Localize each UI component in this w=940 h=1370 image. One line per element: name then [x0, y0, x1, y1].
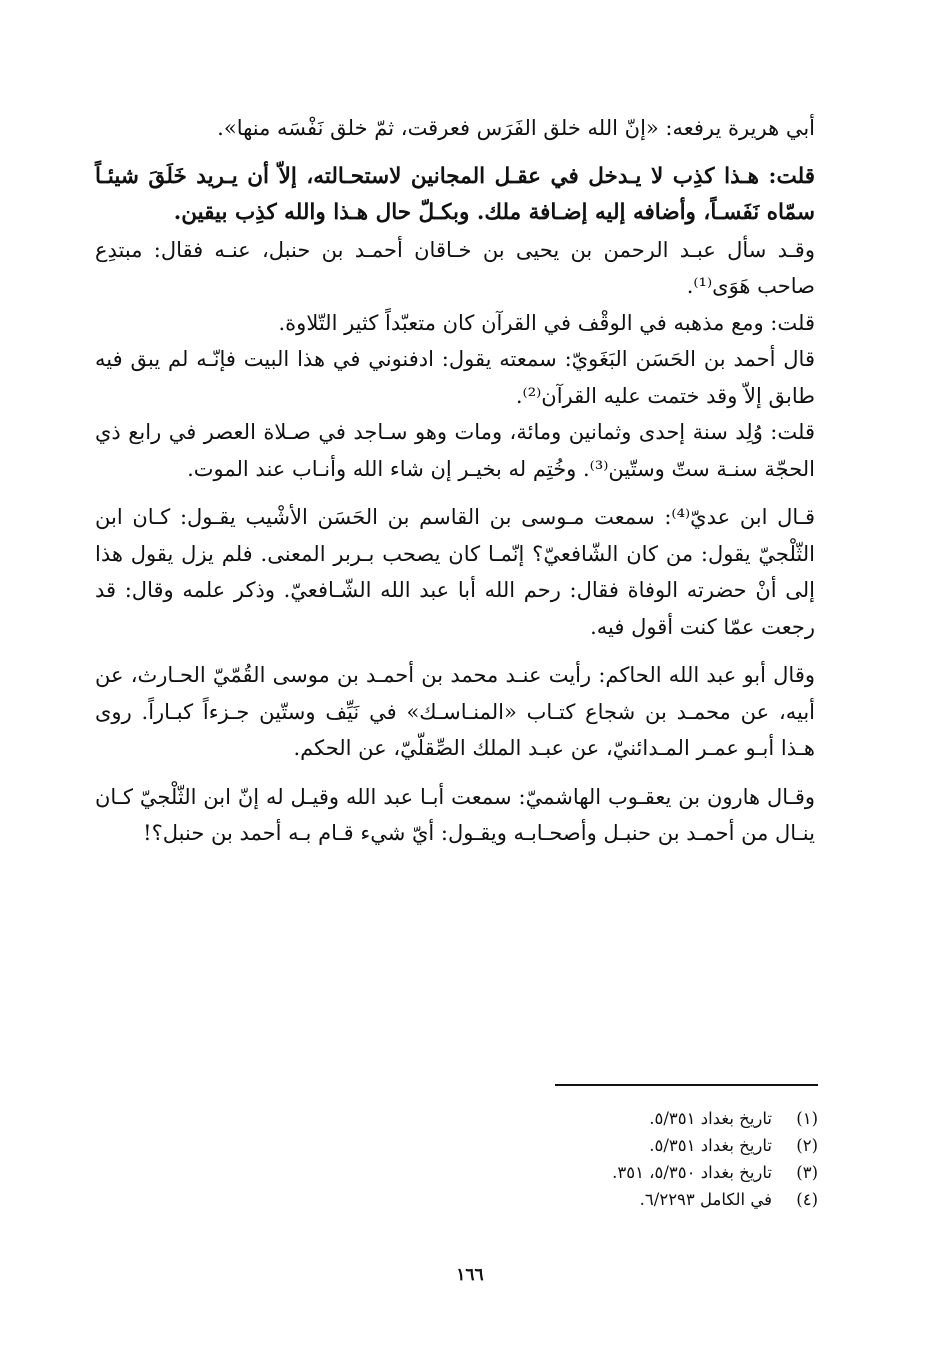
paragraph-9: وقـال هارون بن يعقـوب الهاشميّ: سمعت أبـا عبد الله وقيـل له إنّ ابن الثّلْجيّ كـان ينـال من أحمـد بن حنبـل وأصحـابـه ويقـول: أيّ شيء قـام بـه أحمد بن حنبل؟! — [95, 784, 815, 845]
footnote-divider — [555, 1084, 818, 1086]
footnote-text: تاريخ بغداد ٥/٣٥٠، ٣٥١. — [612, 1163, 772, 1182]
paragraph-4: قلت: ومع مذهبه في الوقْف في القرآن كان متعبّداً كثير التّلاوة. — [278, 310, 815, 335]
footnote-1 — [400, 1105, 818, 1132]
footnote-2 — [400, 1132, 818, 1159]
paragraph-2-comment: قلت: هـذا كذِب لا يـدخل في عقـل المجانين لاستحـالته، إلاّ أن يـريد خَلَقَ شيئـاً سمّاه نَفَسـاً، وأضافه إليه إضـافة ملك. وبكـلّ حال هـذا والله كذِب بيقين. — [95, 163, 815, 225]
footnote-text: في الكامل ٦/٢٢٩٣. — [639, 1190, 772, 1209]
paragraph-1: أبي هريرة يرفعه: «إنّ الله خلق الفَرَس فعرقت، ثمّ خلق نَفْسَه منها». — [217, 116, 815, 140]
footnote-number: (٣) — [796, 1163, 818, 1182]
footnotes — [400, 1105, 818, 1213]
footnote-text: تاريخ بغداد ٥/٣٥١. — [649, 1136, 772, 1155]
footnote-number: (٢) — [796, 1136, 818, 1155]
paragraph-7: قـال ابن عديّ⁽⁴⁾: سمعت مـوسى بن القاسم بن الحَسَن الأشْيب يقـول: كـان ابن الثّلْجيّ يقول: من كان الشّافعيّ؟ إنّمـا كان يصحب بـربر المعنى. فلم يزل يقول هذا إلى أنْ حضرته الوفاة فقال: رحم الله أبا عبد الله الشّـافعيّ. وذكر علمه وقال: قد رجعت عمّا كنت أقول فيه. — [95, 505, 816, 639]
page-number: ١٦٦ — [456, 1265, 484, 1285]
paragraph-8: وقال أبو عبد الله الحاكم: رأيت عنـد محمد بن أحمـد بن موسى القُمّيّ الحـارث، عن أبيه، عن محمـد بن شجاع كتـاب «المنـاسـك» في نَيِّف وستّين جـزءاً كبـاراً. روى هـذا أبـو عمـر المـدائنيّ، عن عبـد الملك الصِّقلّيّ، عن الحكم. — [95, 663, 815, 760]
footnote-number: (١) — [796, 1109, 818, 1128]
main-text — [95, 110, 815, 852]
footnote-3 — [400, 1159, 818, 1186]
paragraph-3: وقـد سأل عبـد الرحمن بن يحيى بن خـاقان أحمـد بن حنبل، عنـه فقال: مبتدِع صاحب هَوَى⁽¹⁾. — [95, 237, 815, 298]
footnote-4 — [400, 1186, 818, 1213]
footnote-number: (٤) — [796, 1190, 818, 1209]
paragraph-6: قلت: وُلِد سنة إحدى وثمانين ومائة، ومات وهو سـاجد في صـلاة العصر في رابع ذي الحجّة سنـة ستّ وستّين⁽³⁾. وخُتِم له بخيـر إن شاء الله وأنـاب عند الموت. — [95, 420, 815, 481]
paragraph-5: قال أحمد بن الحَسَن البَغَويّ: سمعته يقول: ادفنوني في هذا البيت فإنّـه لم يبق فيه طابق إلاّ وقد ختمت عليه القرآن⁽²⁾. — [95, 347, 815, 408]
footnote-text: تاريخ بغداد ٥/٣٥١. — [649, 1109, 772, 1128]
